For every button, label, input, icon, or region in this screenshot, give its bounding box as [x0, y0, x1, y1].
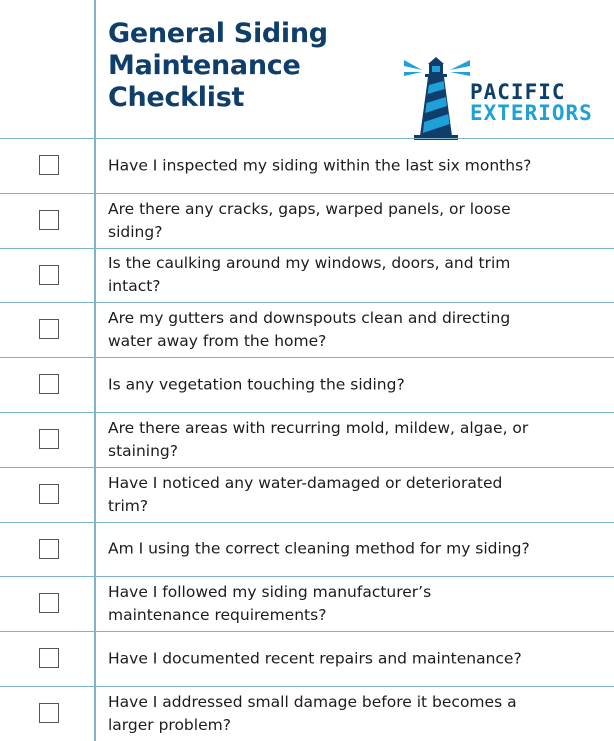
lighthouse-icon: [404, 56, 470, 140]
checkbox[interactable]: [39, 703, 59, 723]
checkbox[interactable]: [39, 319, 59, 339]
checklist-item: [0, 302, 614, 357]
checkbox[interactable]: [39, 210, 59, 230]
checklist: [0, 138, 614, 741]
checklist-item: [0, 686, 614, 741]
checklist-item-text: Is any vegetation touching the siding?: [108, 375, 405, 394]
checklist-item-text: Have I documented recent repairs and maintenance?: [108, 649, 522, 668]
checklist-item-text: Have I addressed small damage before it becomes a larger problem?: [108, 692, 517, 734]
checklist-item-text: Are my gutters and downspouts clean and directing water away from the home?: [108, 309, 511, 351]
checkbox[interactable]: [39, 648, 59, 668]
checklist-item: [0, 138, 614, 193]
checklist-item: [0, 576, 614, 631]
checkbox[interactable]: [39, 593, 59, 613]
checkbox[interactable]: [39, 539, 59, 559]
checkbox[interactable]: [39, 265, 59, 285]
checklist-item: [0, 467, 614, 522]
checklist-item: [0, 248, 614, 303]
checklist-item-text: Have I inspected my siding within the last six months?: [108, 156, 532, 175]
checkbox[interactable]: [39, 429, 59, 449]
checklist-item-text: Are there any cracks, gaps, warped panels, or loose siding?: [108, 199, 511, 241]
checkbox[interactable]: [39, 374, 59, 394]
checklist-item: [0, 193, 614, 248]
checklist-item-text: Have I followed my siding manufacturer’s maintenance requirements?: [108, 583, 432, 625]
checklist-item: [0, 357, 614, 412]
checklist-item-text: Am I using the correct cleaning method for my siding?: [108, 539, 530, 558]
page-title: General Siding Maintenance Checklist: [108, 18, 328, 113]
checklist-item: [0, 522, 614, 577]
header: [0, 0, 614, 138]
checklist-item: [0, 412, 614, 467]
checklist-item-text: Is the caulking around my windows, doors, and trim intact?: [108, 254, 511, 296]
checklist-item: [0, 631, 614, 686]
checkbox[interactable]: [39, 484, 59, 504]
checklist-item-text: Have I noticed any water-damaged or deteriorated trim?: [108, 473, 503, 515]
checkbox[interactable]: [39, 155, 59, 175]
logo-word-pacific: PACIFIC: [470, 80, 566, 104]
pacific-exteriors-logo: [404, 56, 604, 140]
checklist-item-text: Are there areas with recurring mold, mildew, algae, or staining?: [108, 418, 529, 460]
logo-word-exteriors: EXTERIORS: [470, 101, 593, 125]
